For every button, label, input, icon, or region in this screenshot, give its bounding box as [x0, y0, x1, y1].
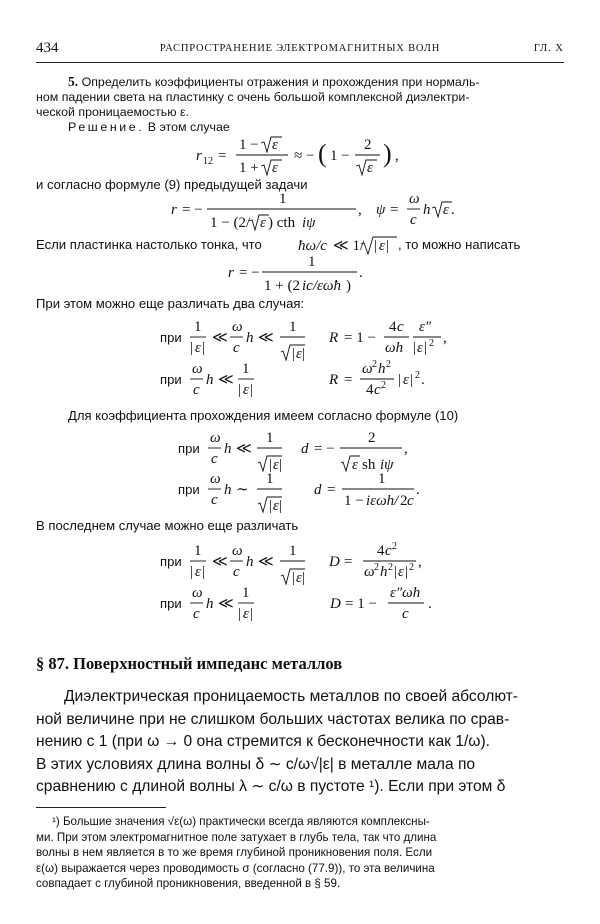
- word-pri-4: при: [178, 482, 200, 497]
- chapter-label: ГЛ. X: [533, 43, 564, 54]
- svg-text:≪: ≪: [258, 554, 274, 570]
- svg-text:1: 1: [242, 361, 250, 377]
- solution-label: Решение.: [68, 120, 145, 134]
- svg-text:|: |: [302, 570, 306, 586]
- svg-text:|: |: [202, 564, 206, 580]
- svg-text:ω: ω: [232, 543, 243, 559]
- svg-text:sh: sh: [362, 457, 376, 473]
- svg-text:2: 2: [368, 430, 376, 446]
- footnote-rule: [36, 807, 166, 808]
- svg-text:c: c: [402, 606, 409, 622]
- svg-text:2: 2: [374, 562, 379, 573]
- svg-text:1 −: 1 −: [344, 493, 364, 509]
- svg-text:≈ −: ≈ −: [294, 148, 315, 164]
- svg-text:ε: ε: [296, 346, 302, 362]
- text-transmission: Для коэффициента прохождения имеем согласно формуле (10): [68, 408, 459, 423]
- svg-text:R: R: [329, 372, 339, 388]
- problem-line-2: ном падении света на пластинку с очень большой комплексной диэлектри-: [36, 89, 470, 104]
- svg-text:|: |: [190, 564, 194, 580]
- svg-text:1: 1: [289, 543, 297, 559]
- svg-text:ω: ω: [192, 361, 203, 377]
- svg-text:1: 1: [194, 543, 202, 559]
- svg-text:,: ,: [418, 554, 422, 570]
- page-number: 434: [36, 40, 59, 56]
- svg-text:≪: ≪: [218, 596, 234, 612]
- svg-text:r: r: [171, 202, 177, 218]
- svg-text:≪: ≪: [258, 330, 274, 346]
- svg-text:2: 2: [415, 370, 420, 381]
- footnote-line-4: ε(ω) выражается через проводимость σ (согласно (77.9)), то эта величина: [36, 861, 435, 875]
- svg-text:R: R: [329, 330, 339, 346]
- svg-text:1: 1: [308, 254, 316, 270]
- svg-text:= −: = −: [182, 202, 203, 218]
- svg-text:r: r: [228, 265, 234, 281]
- svg-text:ħω/c: ħω/c: [298, 238, 327, 254]
- svg-text:2: 2: [388, 562, 393, 573]
- word-pri-5: при: [160, 554, 182, 569]
- svg-text:|: |: [394, 564, 398, 580]
- svg-text:|: |: [374, 238, 378, 254]
- svg-text:= 1 −: = 1 −: [344, 330, 376, 346]
- svg-text:ic/εωħ: ic/εωħ: [302, 278, 341, 294]
- svg-text:|: |: [410, 372, 414, 388]
- svg-text:=: =: [390, 202, 399, 218]
- section-line-2: ной величине при не слишком больших частотах велика по срав-: [36, 710, 510, 728]
- footnote-line-2: ми. При этом электромагнитное поле затухает в глубь тела, так что длина: [36, 830, 437, 844]
- svg-text:D: D: [329, 554, 340, 570]
- svg-text:c: c: [211, 492, 218, 508]
- footnote-line-3: волны в нем является в то же время глубиной проникновения поля. Если: [36, 846, 433, 859]
- text-thin-plate-a: Если пластинка настолько тонка, что: [36, 237, 262, 252]
- svg-text:=: =: [344, 372, 353, 388]
- word-pri-6: при: [160, 596, 182, 611]
- svg-text:|: |: [190, 340, 194, 356]
- svg-text:2: 2: [429, 338, 434, 349]
- svg-text:1 + (2: 1 + (2: [264, 278, 300, 294]
- svg-text:≪: ≪: [218, 372, 234, 388]
- svg-text:ω: ω: [210, 471, 221, 487]
- svg-text:|: |: [279, 457, 283, 473]
- svg-text:ε: ε: [296, 570, 302, 586]
- svg-text:c: c: [397, 319, 404, 335]
- svg-text:d: d: [301, 441, 309, 457]
- svg-text:(: (: [318, 139, 327, 168]
- section-line-5: сравнению с длиной волны λ ∼ c/ω в пустоте ¹). Если при этом δ: [36, 778, 506, 795]
- svg-text:h: h: [206, 372, 214, 388]
- svg-text:|: |: [292, 346, 296, 362]
- word-pri-3: при: [178, 441, 200, 456]
- svg-text:): ): [346, 278, 351, 294]
- svg-text:|: |: [405, 564, 409, 580]
- text-thin-plate-b: , то можно написать: [398, 237, 521, 252]
- svg-text:|: |: [269, 498, 273, 514]
- svg-text:1: 1: [194, 319, 202, 335]
- svg-text:= −: = −: [239, 265, 260, 281]
- svg-text:D: D: [330, 596, 341, 612]
- svg-text:ε″: ε″: [419, 319, 432, 335]
- svg-text:ω: ω: [364, 564, 375, 580]
- svg-text:ε: ε: [403, 372, 409, 388]
- text-last-case: В последнем случае можно еще различать: [36, 518, 299, 533]
- svg-text:1 −: 1 −: [330, 148, 350, 164]
- problem-line-3: ческой проницаемостью ε.: [36, 105, 189, 119]
- svg-text:=: =: [327, 482, 336, 498]
- svg-text:|: |: [302, 346, 306, 362]
- section-line-4: В этих условиях длина волны δ ∼ c/ω√|ε| в металле мала по: [36, 755, 476, 773]
- svg-text:ε″ωh: ε″ωh: [390, 585, 421, 601]
- svg-text:|: |: [398, 372, 402, 388]
- svg-text:c: c: [233, 340, 240, 356]
- svg-text:≪: ≪: [236, 441, 252, 457]
- svg-text:1 − (2/: 1 − (2/: [210, 215, 251, 231]
- svg-text:|: |: [292, 570, 296, 586]
- svg-text:4: 4: [366, 382, 374, 398]
- svg-text:h: h: [224, 482, 232, 498]
- svg-text:|: |: [238, 382, 242, 398]
- problem-line-1: Определить коэффициенты отражения и прохождения при нормаль-: [81, 75, 480, 89]
- svg-text:ε: ε: [273, 457, 279, 473]
- svg-text:ψ: ψ: [376, 202, 386, 218]
- svg-text:1 +: 1 +: [239, 160, 259, 176]
- svg-text:2: 2: [392, 541, 397, 552]
- svg-text:ω: ω: [232, 319, 243, 335]
- svg-text:ωh: ωh: [385, 340, 404, 356]
- svg-text:c: c: [410, 212, 417, 228]
- svg-text:|: |: [386, 238, 390, 254]
- svg-text:12: 12: [203, 156, 213, 167]
- text-two-cases: При этом можно еще различать два случая:: [36, 296, 305, 311]
- svg-text:2: 2: [372, 359, 377, 370]
- svg-text:c: c: [407, 493, 414, 509]
- word-pri-2: при: [160, 372, 182, 387]
- svg-text:ε: ε: [243, 606, 249, 622]
- svg-text:) cth: ) cth: [268, 215, 296, 231]
- svg-text:iεωh/: iεωh/: [366, 493, 399, 509]
- svg-text:ε: ε: [272, 160, 278, 176]
- svg-text:ω: ω: [210, 430, 221, 446]
- svg-text:h: h: [380, 564, 388, 580]
- svg-text:.: .: [428, 596, 432, 612]
- svg-text:h: h: [224, 441, 232, 457]
- svg-text:,: ,: [395, 148, 399, 164]
- svg-text:iψ: iψ: [302, 215, 316, 231]
- svg-text:2: 2: [381, 380, 386, 391]
- svg-text:.: .: [416, 482, 420, 498]
- svg-text:4: 4: [389, 319, 397, 335]
- svg-text:|: |: [279, 498, 283, 514]
- svg-text:=: =: [218, 148, 227, 164]
- svg-text:h: h: [206, 596, 214, 612]
- svg-text:≪: ≪: [212, 330, 228, 346]
- svg-text:|: |: [238, 606, 242, 622]
- svg-text:ε: ε: [398, 564, 404, 580]
- svg-text:1: 1: [242, 585, 250, 601]
- footnote-line-1: ¹) Большие значения √ε(ω) практически всегда являются комплексны-: [52, 815, 430, 828]
- svg-text:1: 1: [266, 471, 274, 487]
- section-line-3: нению с 1 (при ω → 0 она стремится к бесконечности как 1/ω).: [36, 733, 491, 750]
- svg-text:2: 2: [400, 493, 408, 509]
- svg-text:ε: ε: [443, 202, 449, 218]
- svg-text:= −: = −: [314, 441, 335, 457]
- svg-text:,: ,: [404, 441, 408, 457]
- svg-text:c: c: [193, 606, 200, 622]
- svg-text:|: |: [250, 382, 254, 398]
- text-formula-9: и согласно формуле (9) предыдущей задачи: [36, 177, 308, 192]
- footnote-line-5: совпадает с глубиной проникновения, введенной в § 59.: [36, 877, 341, 890]
- svg-text:c: c: [233, 564, 240, 580]
- svg-text:ε: ε: [352, 457, 358, 473]
- svg-text:|: |: [413, 340, 417, 356]
- svg-text:≪ 1/: ≪ 1/: [333, 238, 365, 254]
- svg-text:,: ,: [443, 330, 447, 346]
- svg-text:1: 1: [289, 319, 297, 335]
- svg-text:≪: ≪: [212, 554, 228, 570]
- svg-text:.: .: [421, 372, 425, 388]
- svg-text:|: |: [269, 457, 273, 473]
- svg-text:r: r: [196, 148, 202, 164]
- svg-text:.: .: [359, 265, 363, 281]
- svg-text:c: c: [193, 382, 200, 398]
- section-title: § 87. Поверхностный импеданс металлов: [36, 654, 343, 673]
- svg-text:h: h: [246, 554, 254, 570]
- svg-text:ε: ε: [272, 137, 278, 153]
- svg-text:.: .: [451, 202, 455, 218]
- svg-text:ε: ε: [417, 340, 423, 356]
- svg-text:h: h: [246, 330, 254, 346]
- svg-text:ω: ω: [409, 191, 420, 207]
- svg-text:2: 2: [364, 137, 372, 153]
- svg-text:): ): [383, 139, 392, 168]
- svg-text:2: 2: [409, 562, 414, 573]
- svg-text:ε: ε: [273, 498, 279, 514]
- svg-text:ε: ε: [260, 215, 266, 231]
- svg-text:,: ,: [358, 202, 362, 218]
- svg-text:ε: ε: [379, 238, 385, 254]
- svg-text:ε: ε: [195, 340, 201, 356]
- svg-text:1: 1: [378, 471, 386, 487]
- svg-text:|: |: [250, 606, 254, 622]
- svg-text:ω: ω: [362, 361, 373, 377]
- svg-text:=: =: [344, 554, 353, 570]
- running-title: РАСПРОСТРАНЕНИЕ ЭЛЕКТРОМАГНИТНЫХ ВОЛН: [159, 43, 441, 54]
- svg-text:ε: ε: [195, 564, 201, 580]
- svg-text:1: 1: [266, 430, 274, 446]
- problem-number: 5.: [68, 74, 79, 89]
- svg-text:iψ: iψ: [380, 457, 394, 473]
- svg-text:c: c: [211, 451, 218, 467]
- svg-text:h: h: [378, 361, 386, 377]
- svg-text:h: h: [423, 202, 431, 218]
- svg-text:|: |: [424, 340, 428, 356]
- svg-text:ε: ε: [367, 160, 373, 176]
- svg-text:ε: ε: [243, 382, 249, 398]
- svg-text:= 1 −: = 1 −: [345, 596, 377, 612]
- svg-text:1 −: 1 −: [239, 137, 259, 153]
- word-pri-1: при: [160, 330, 182, 345]
- svg-text:1: 1: [279, 191, 287, 207]
- svg-text:2: 2: [386, 359, 391, 370]
- svg-text:d: d: [314, 482, 322, 498]
- svg-text:4: 4: [377, 543, 385, 559]
- svg-text:c: c: [374, 382, 381, 398]
- solution-intro: В этом случае: [147, 120, 230, 134]
- svg-text:∼: ∼: [236, 482, 249, 498]
- svg-text:|: |: [202, 340, 206, 356]
- svg-text:ω: ω: [192, 585, 203, 601]
- svg-text:c: c: [385, 543, 392, 559]
- section-line-1: Диэлектрическая проницаемость металлов по своей абсолют-: [64, 688, 518, 705]
